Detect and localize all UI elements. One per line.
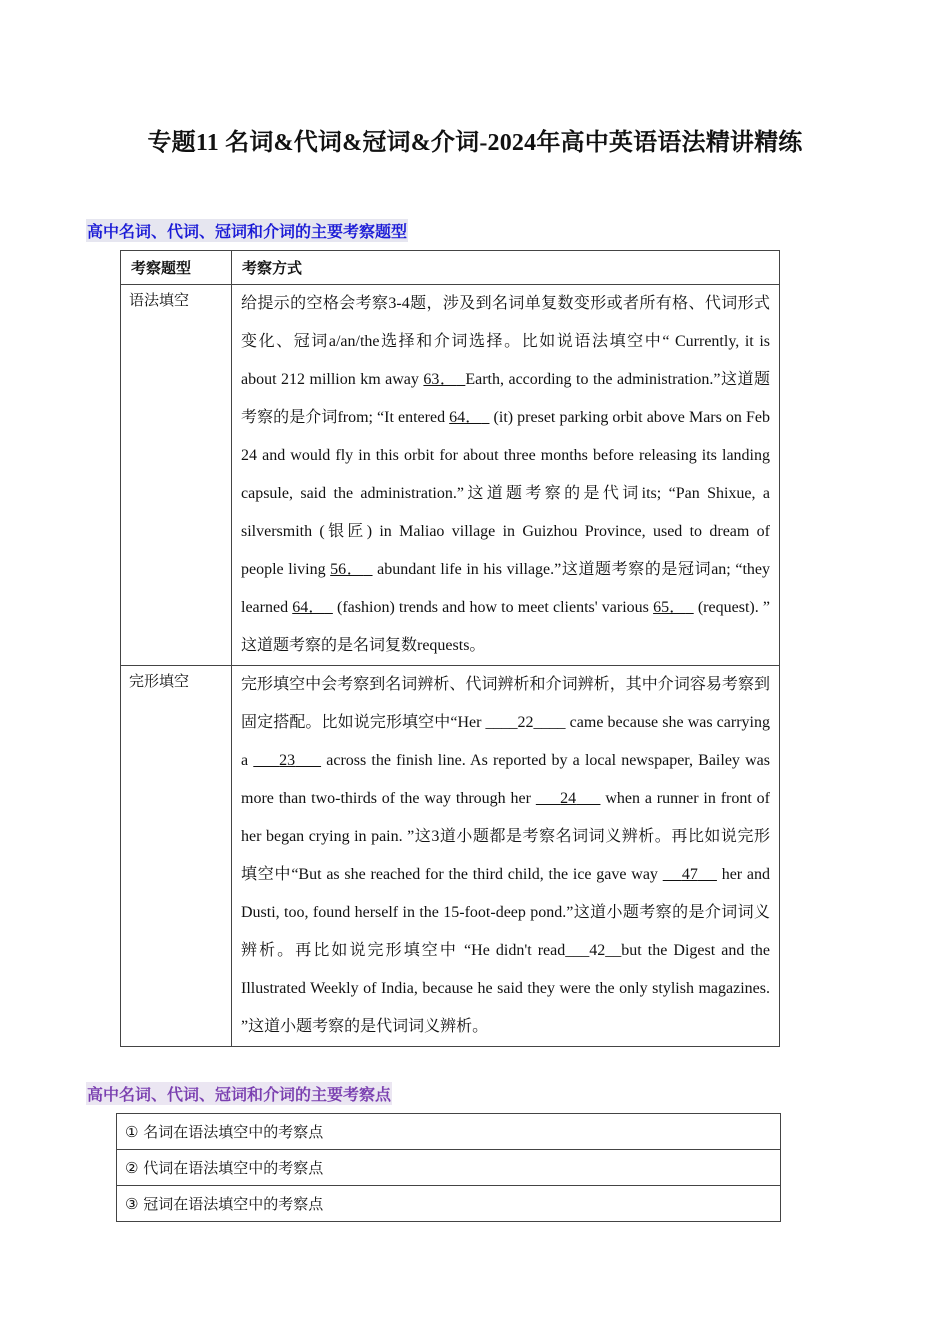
row-method-cloze <box>232 666 780 1047</box>
key-point-item: ② 代词在语法填空中的考察点 <box>117 1150 781 1186</box>
key-point-item: ③ 冠词在语法填空中的考察点 <box>117 1186 781 1222</box>
table-row <box>117 1186 781 1222</box>
text-segment: abundant life in his village.”这道题考察的是冠词an; “they learned <box>241 561 770 616</box>
table-header-row <box>121 251 780 285</box>
blank-number: 47 <box>681 866 698 883</box>
text-segment: Earth, according to the administration.”这道题考察的是介词from; “It entered <box>241 371 770 426</box>
text-segment: across the finish line. As reported by a local newspaper, Bailey was more than two-thirds of the way through her <box>241 752 770 807</box>
table-row <box>117 1114 781 1150</box>
row-method-grammar-fill <box>232 285 780 666</box>
text-segment: when a runner in front of her began crying in pain. ”这3道小题都是考察名词词义辨析。再比如说完形填空中“But as she reached for the third child, the ice gave way <box>241 790 771 883</box>
page-title: 专题11 名词&代词&冠词&介词-2024年高中英语语法精讲精练 <box>147 130 803 156</box>
key-points-table <box>116 1113 781 1222</box>
column-header-type: 考察题型 <box>121 251 232 285</box>
text-segment: (it) preset parking orbit above Mars on Feb 24 and would fly in this orbit for about three months before releasing its landing capsule, said the administration.”这道题考察的是代词its; “Pan Shixue, a silversmith (银匠) in Maliao village in Guizhou Province, used to dream of people living <box>241 409 770 578</box>
blank-number: 23 <box>279 752 296 769</box>
method-paragraph <box>241 666 770 1046</box>
section-heading-key-points: 高中名词、代词、冠词和介词的主要考察点 <box>86 1082 392 1105</box>
method-paragraph <box>241 285 770 665</box>
question-types-table <box>120 250 780 1047</box>
row-type-grammar-fill: 语法填空 <box>121 285 232 666</box>
table-row <box>121 666 780 1047</box>
blank-number: 56． <box>330 561 364 578</box>
blank-number: 65． <box>653 599 686 616</box>
blank-number: 64． <box>449 409 482 426</box>
column-header-method: 考察方式 <box>232 251 780 285</box>
blank-number: 64． <box>292 599 325 616</box>
text-segment: (request). ” 这道题考察的是名词复数requests。 <box>241 599 770 654</box>
row-type-cloze: 完形填空 <box>121 666 232 1047</box>
key-point-item: ① 名词在语法填空中的考察点 <box>117 1114 781 1150</box>
text-segment: (fashion) trends and how to meet clients' various <box>332 599 654 616</box>
text-segment: her and Dusti, too, found herself in the 15-foot-deep pond.”这道小题考察的是介词词义辨析。再比如说完形填空中 “He didn't read___42__but the Digest and the Illustrated Weekly of India, because he said they were the only stylish magazines. ”这道小题考察的是代词词义辨析。 <box>241 866 771 1035</box>
blank-number: 63． <box>423 371 457 388</box>
blank-number: 24 <box>560 790 577 807</box>
table-row <box>121 285 780 666</box>
table-row <box>117 1150 781 1186</box>
text-segment: 给提示的空格会考察3-4题，涉及到名词单复数变形或者所有格、代词形式变化、冠词a/an/the选择和介词选择。比如说语法填空中“ Currently, it is about 212 million km away <box>241 295 770 388</box>
section-heading-question-types: 高中名词、代词、冠词和介词的主要考察题型 <box>86 219 408 242</box>
text-segment: 完形填空中会考察到名词辨析、代词辨析和介词辨析，其中介词容易考察到固定搭配。比如说完形填空中“Her ____22____ came because she was carrying a <box>241 676 770 769</box>
